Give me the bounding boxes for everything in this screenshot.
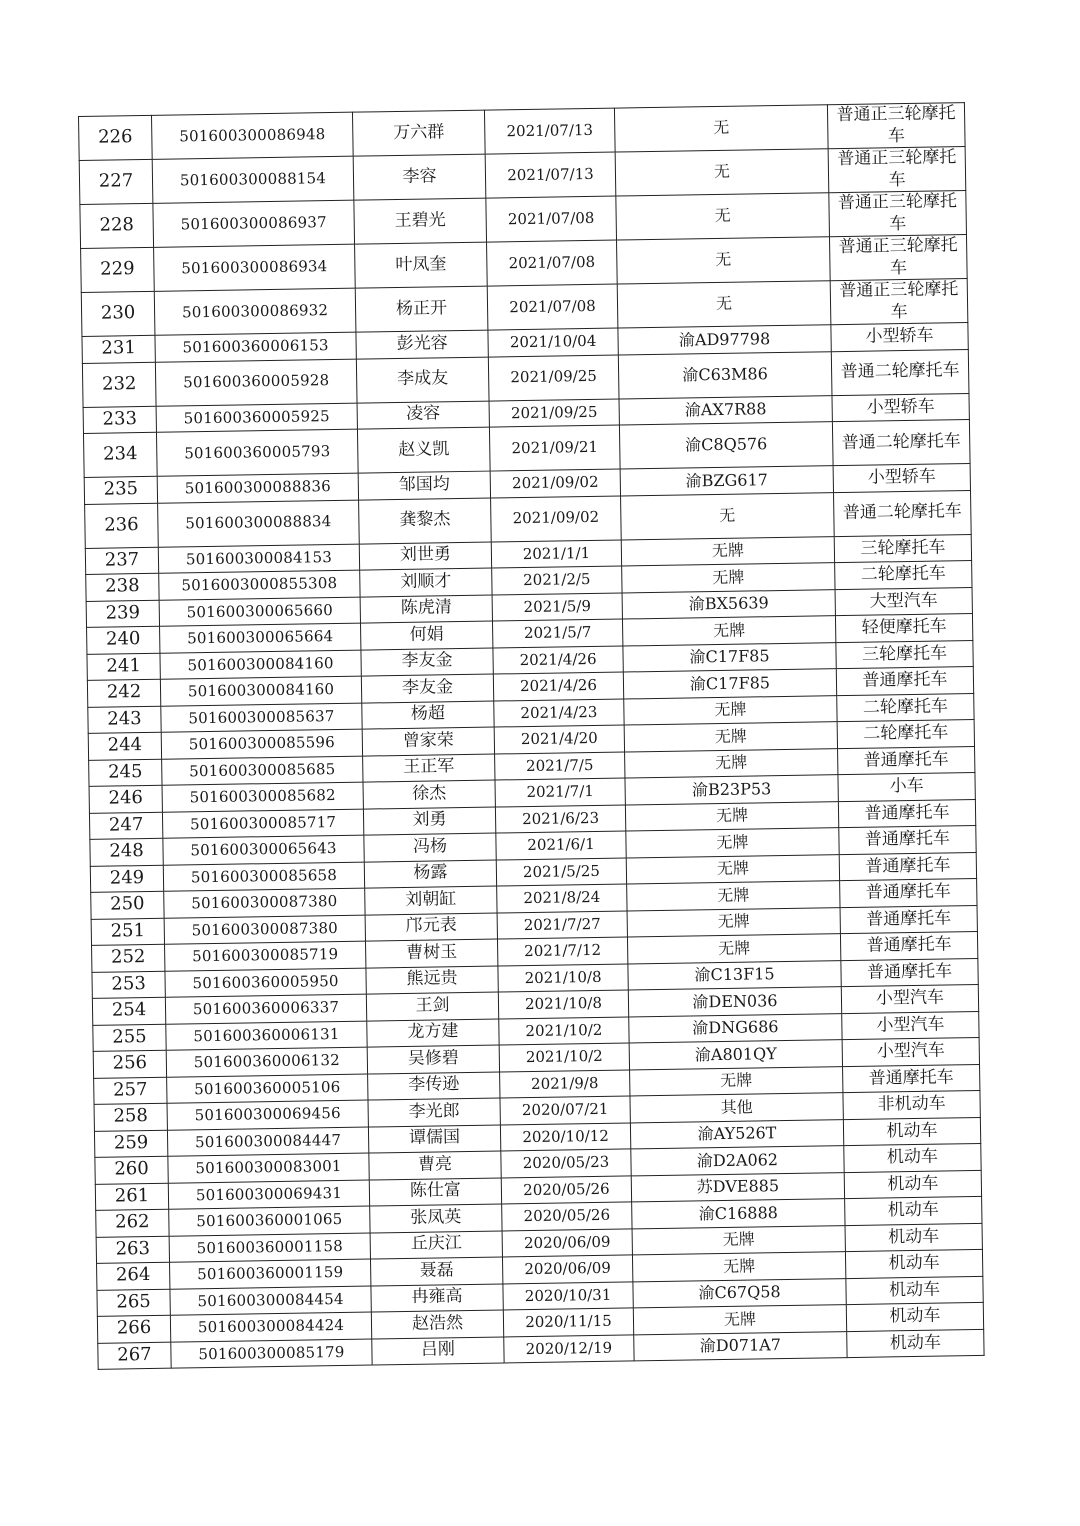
plate-number-cell: 无 <box>614 105 828 152</box>
record-id-cell: 501600360006153 <box>155 332 356 362</box>
plate-number-cell: 渝DEN036 <box>628 987 841 1017</box>
vehicle-type-cell: 普通摩托车 <box>843 1064 980 1093</box>
plate-number-cell: 无牌 <box>624 695 837 725</box>
plate-number-cell: 渝BZG617 <box>620 466 833 496</box>
date-cell: 2021/10/2 <box>499 1043 629 1072</box>
plate-number-cell: 无牌 <box>632 1225 845 1255</box>
date-cell: 2021/10/2 <box>499 1016 629 1045</box>
plate-number-cell: 渝C17F85 <box>623 669 836 699</box>
date-cell: 2020/06/09 <box>502 1255 632 1284</box>
plate-number-cell: 渝D2A062 <box>631 1146 844 1176</box>
record-id-cell: 501600300086948 <box>151 112 353 159</box>
row-number-cell: 230 <box>81 291 155 336</box>
person-name-cell: 吕刚 <box>372 1336 504 1365</box>
row-number-cell: 238 <box>86 573 159 601</box>
person-name-cell: 赵浩然 <box>371 1310 503 1339</box>
row-number-cell: 248 <box>90 838 163 866</box>
date-cell: 2021/5/25 <box>496 857 626 886</box>
row-number-cell: 242 <box>87 679 160 707</box>
date-cell: 2021/7/5 <box>495 751 625 780</box>
row-number-cell: 258 <box>94 1103 167 1131</box>
plate-number-cell: 无 <box>615 149 829 196</box>
record-id-cell: 501600300085717 <box>162 809 363 839</box>
record-id-cell: 501600360006131 <box>166 1021 367 1051</box>
plate-number-cell: 无牌 <box>621 536 834 566</box>
plate-number-cell: 渝C13F15 <box>628 960 841 990</box>
row-number-cell: 240 <box>87 626 160 654</box>
date-cell: 2021/1/1 <box>491 540 621 569</box>
date-cell: 2021/7/27 <box>497 910 627 939</box>
vehicle-type-cell: 机动车 <box>845 1223 982 1252</box>
plate-number-cell: 无 <box>621 492 835 539</box>
record-id-cell: 501600360005106 <box>167 1074 368 1104</box>
date-cell: 2020/11/15 <box>503 1308 633 1337</box>
vehicle-type-cell: 小型轿车 <box>832 393 969 422</box>
person-name-cell: 徐杰 <box>363 780 495 809</box>
vehicle-type-cell: 非机动车 <box>843 1090 980 1119</box>
date-cell: 2021/5/7 <box>492 619 622 648</box>
plate-number-cell: 渝C8Q576 <box>619 422 833 469</box>
record-id-cell: 501600300084160 <box>160 676 361 706</box>
record-id-cell: 501600300065643 <box>163 835 364 865</box>
vehicle-type-cell: 小型汽车 <box>842 1037 979 1066</box>
date-cell: 2021/10/04 <box>488 328 618 357</box>
vehicle-type-cell: 普通摩托车 <box>838 799 975 828</box>
vehicle-type-cell: 二轮摩托车 <box>837 693 974 722</box>
vehicle-type-cell: 普通摩托车 <box>839 852 976 881</box>
row-number-cell: 234 <box>83 432 157 477</box>
record-id-cell: 501600300086932 <box>154 288 356 335</box>
row-number-cell: 254 <box>92 997 165 1025</box>
date-cell: 2020/05/26 <box>502 1202 632 1231</box>
row-number-cell: 228 <box>80 203 154 248</box>
person-name-cell: 刘世勇 <box>359 542 491 571</box>
plate-number-cell: 无牌 <box>625 801 838 831</box>
date-cell: 2021/6/23 <box>495 804 625 833</box>
date-cell: 2020/05/23 <box>501 1149 631 1178</box>
record-id-cell: 501600300088836 <box>157 473 358 503</box>
vehicle-type-cell: 普通二轮摩托车 <box>831 349 969 395</box>
date-cell: 2021/09/21 <box>489 425 620 471</box>
record-id-cell: 501600300069431 <box>168 1180 369 1210</box>
person-name-cell: 熊远贵 <box>366 966 498 995</box>
person-name-cell: 刘勇 <box>363 807 495 836</box>
plate-number-cell: 无 <box>617 237 831 284</box>
date-cell: 2021/10/8 <box>498 990 628 1019</box>
date-cell: 2021/07/08 <box>486 196 617 242</box>
row-number-cell: 267 <box>98 1342 171 1370</box>
person-name-cell: 杨超 <box>362 701 494 730</box>
date-cell: 2020/10/31 <box>503 1281 633 1310</box>
person-name-cell: 李光郎 <box>368 1098 500 1127</box>
date-cell: 2020/10/12 <box>500 1122 630 1151</box>
date-cell: 2021/09/25 <box>489 399 619 428</box>
row-number-cell: 263 <box>96 1236 169 1264</box>
person-name-cell: 李传逊 <box>368 1071 500 1100</box>
person-name-cell: 杨正开 <box>355 286 488 332</box>
record-id-cell: 501600300084447 <box>167 1127 368 1157</box>
person-name-cell: 曹树玉 <box>365 939 497 968</box>
plate-number-cell: 无牌 <box>632 1252 845 1282</box>
record-id-cell: 501600300088834 <box>158 500 360 547</box>
person-name-cell: 冯杨 <box>364 833 496 862</box>
person-name-cell: 杨露 <box>364 860 496 889</box>
record-id-cell: 501600300083001 <box>168 1153 369 1183</box>
record-id-cell: 501600300086934 <box>154 244 356 291</box>
person-name-cell: 李友金 <box>361 648 493 677</box>
date-cell: 2021/7/1 <box>495 778 625 807</box>
row-number-cell: 249 <box>90 865 163 893</box>
date-cell: 2020/12/19 <box>504 1334 634 1363</box>
date-cell: 2021/4/20 <box>494 725 624 754</box>
row-number-cell: 245 <box>89 759 162 787</box>
record-id-cell: 501600300085179 <box>171 1339 372 1369</box>
date-cell: 2021/6/1 <box>496 831 626 860</box>
vehicle-type-cell: 轻便摩托车 <box>835 614 972 643</box>
date-cell: 2021/2/5 <box>492 566 622 595</box>
date-cell: 2021/4/26 <box>493 672 623 701</box>
date-cell: 2021/5/9 <box>492 593 622 622</box>
date-cell: 2021/10/8 <box>498 963 628 992</box>
record-id-cell: 501600300085682 <box>162 782 363 812</box>
record-id-cell: 501600360005925 <box>156 403 357 433</box>
row-number-cell: 237 <box>85 547 158 575</box>
person-name-cell: 叶凤奎 <box>355 242 488 288</box>
vehicle-type-cell: 三轮摩托车 <box>836 640 973 669</box>
vehicle-type-cell: 普通正三轮摩托车 <box>828 147 966 193</box>
plate-number-cell: 渝AX7R88 <box>619 395 832 425</box>
plate-number-cell: 无牌 <box>627 934 840 964</box>
record-id-cell: 501600300069456 <box>167 1100 368 1130</box>
vehicle-type-cell: 大型汽车 <box>835 587 972 616</box>
record-id-cell: 501600360001158 <box>169 1233 370 1263</box>
row-number-cell: 229 <box>81 247 155 292</box>
person-name-cell: 赵义凯 <box>357 427 490 473</box>
vehicle-type-cell: 小型轿车 <box>833 464 970 493</box>
vehicle-type-cell: 机动车 <box>845 1249 982 1278</box>
records-table-body <box>79 103 985 1370</box>
plate-number-cell: 渝AD97798 <box>618 325 831 355</box>
record-id-cell: 501600300084454 <box>170 1286 371 1316</box>
record-id-cell: 501600300085658 <box>163 862 364 892</box>
record-id-cell: 501600300088154 <box>152 156 354 203</box>
person-name-cell: 凌容 <box>357 401 489 430</box>
record-id-cell: 501600300087380 <box>164 915 365 945</box>
row-number-cell: 250 <box>91 891 164 919</box>
person-name-cell: 邹国均 <box>358 471 490 500</box>
plate-number-cell: 无 <box>616 193 830 240</box>
vehicle-type-cell: 小型汽车 <box>841 984 978 1013</box>
vehicle-type-cell: 小型汽车 <box>842 1011 979 1040</box>
person-name-cell: 陈虎清 <box>360 595 492 624</box>
vehicle-type-cell: 普通摩托车 <box>841 958 978 987</box>
date-cell: 2020/05/26 <box>501 1175 631 1204</box>
plate-number-cell: 无牌 <box>622 616 835 646</box>
date-cell: 2021/7/12 <box>497 937 627 966</box>
person-name-cell: 彭光容 <box>356 330 488 359</box>
plate-number-cell: 渝C63M86 <box>618 351 832 398</box>
row-number-cell: 232 <box>82 362 156 407</box>
record-id-cell: 501600360001159 <box>170 1259 371 1289</box>
record-id-cell: 501600300065660 <box>159 597 360 627</box>
vehicle-type-cell: 机动车 <box>846 1302 983 1331</box>
plate-number-cell: 无牌 <box>626 828 839 858</box>
row-number-cell: 256 <box>93 1050 166 1078</box>
plate-number-cell: 渝BX5639 <box>622 589 835 619</box>
person-name-cell: 曾家荣 <box>362 727 494 756</box>
plate-number-cell: 无牌 <box>633 1305 846 1335</box>
plate-number-cell: 无牌 <box>627 907 840 937</box>
date-cell: 2021/09/02 <box>491 496 622 542</box>
person-name-cell: 陈仕富 <box>369 1177 501 1206</box>
date-cell: 2020/06/09 <box>502 1228 632 1257</box>
record-id-cell: 501600300085719 <box>165 941 366 971</box>
record-id-cell: 501600360005928 <box>155 359 357 406</box>
record-id-cell: 501600300065664 <box>160 623 361 653</box>
vehicle-type-cell: 普通正三轮摩托车 <box>829 235 967 281</box>
row-number-cell: 226 <box>79 115 153 160</box>
vehicle-type-cell: 小型轿车 <box>831 323 968 352</box>
person-name-cell: 王剑 <box>366 992 498 1021</box>
person-name-cell: 王正军 <box>363 754 495 783</box>
record-id-cell: 501600300086937 <box>153 200 355 247</box>
person-name-cell: 聂磊 <box>370 1257 502 1286</box>
date-cell: 2021/9/8 <box>500 1069 630 1098</box>
vehicle-type-cell: 机动车 <box>844 1143 981 1172</box>
plate-number-cell: 无牌 <box>630 1066 843 1096</box>
row-number-cell: 260 <box>95 1156 168 1184</box>
row-number-cell: 253 <box>92 971 165 999</box>
row-number-cell: 227 <box>79 159 153 204</box>
plate-number-cell: 其他 <box>630 1093 843 1123</box>
plate-number-cell: 渝AY526T <box>630 1119 843 1149</box>
vehicle-type-cell: 机动车 <box>845 1196 982 1225</box>
person-name-cell: 邝元表 <box>365 913 497 942</box>
vehicle-type-cell: 小车 <box>838 772 975 801</box>
row-number-cell: 251 <box>91 918 164 946</box>
person-name-cell: 龚黎杰 <box>359 498 492 544</box>
row-number-cell: 246 <box>89 785 162 813</box>
date-cell: 2021/4/26 <box>493 646 623 675</box>
plate-number-cell: 渝DNG686 <box>629 1013 842 1043</box>
row-number-cell: 241 <box>87 653 160 681</box>
vehicle-type-cell: 机动车 <box>846 1276 983 1305</box>
date-cell: 2021/8/24 <box>497 884 627 913</box>
vehicle-type-cell: 普通二轮摩托车 <box>832 420 970 466</box>
record-id-cell: 501600300084160 <box>160 650 361 680</box>
row-number-cell: 255 <box>93 1024 166 1052</box>
vehicle-type-cell: 普通二轮摩托车 <box>834 490 972 536</box>
plate-number-cell: 渝B23P53 <box>625 775 838 805</box>
row-number-cell: 233 <box>83 406 156 434</box>
person-name-cell: 李友金 <box>361 674 493 703</box>
plate-number-cell: 渝C67Q58 <box>633 1278 846 1308</box>
record-id-cell: 501600300085596 <box>161 729 362 759</box>
vehicle-type-cell: 机动车 <box>843 1117 980 1146</box>
plate-number-cell: 无牌 <box>624 722 837 752</box>
date-cell: 2021/07/08 <box>487 240 618 286</box>
row-number-cell: 257 <box>94 1077 167 1105</box>
record-id-cell: 501600300084424 <box>170 1312 371 1342</box>
person-name-cell: 丘庆江 <box>370 1230 502 1259</box>
row-number-cell: 264 <box>97 1262 170 1290</box>
record-id-cell: 501600300087380 <box>164 888 365 918</box>
vehicle-type-cell: 机动车 <box>847 1329 984 1358</box>
vehicle-type-cell: 普通摩托车 <box>838 746 975 775</box>
person-name-cell: 李容 <box>353 154 486 200</box>
plate-number-cell: 无牌 <box>627 881 840 911</box>
person-name-cell: 张凤英 <box>370 1204 502 1233</box>
plate-number-cell: 无牌 <box>625 748 838 778</box>
person-name-cell: 李成友 <box>356 357 489 403</box>
vehicle-type-cell: 普通正三轮摩托车 <box>830 279 968 325</box>
row-number-cell: 262 <box>96 1209 169 1237</box>
record-id-cell: 501600360005793 <box>156 429 358 476</box>
record-id-cell: 501600360001065 <box>169 1206 370 1236</box>
person-name-cell: 谭儒国 <box>368 1124 500 1153</box>
row-number-cell: 247 <box>89 812 162 840</box>
date-cell: 2020/07/21 <box>500 1096 630 1125</box>
date-cell: 2021/07/13 <box>485 152 616 198</box>
vehicle-type-cell: 机动车 <box>844 1170 981 1199</box>
plate-number-cell: 渝C17F85 <box>623 642 836 672</box>
record-id-cell: 501600360005950 <box>165 968 366 998</box>
person-name-cell: 王碧光 <box>354 198 487 244</box>
person-name-cell: 曹亮 <box>369 1151 501 1180</box>
vehicle-type-cell: 普通摩托车 <box>840 905 977 934</box>
row-number-cell: 266 <box>97 1315 170 1343</box>
vehicle-type-cell: 普通摩托车 <box>840 931 977 960</box>
record-id-cell: 501600360006132 <box>166 1047 367 1077</box>
record-id-cell: 501600300085685 <box>162 756 363 786</box>
plate-number-cell: 无牌 <box>626 854 839 884</box>
date-cell: 2021/09/02 <box>490 469 620 498</box>
row-number-cell: 244 <box>88 732 161 760</box>
date-cell: 2021/07/13 <box>484 108 615 154</box>
row-number-cell: 231 <box>82 335 155 363</box>
person-name-cell: 何娟 <box>361 621 493 650</box>
vehicle-type-cell: 普通摩托车 <box>839 825 976 854</box>
vehicle-type-cell: 普通正三轮摩托车 <box>829 191 967 237</box>
plate-number-cell: 渝C16888 <box>632 1199 845 1229</box>
vehicle-type-cell: 普通摩托车 <box>836 667 973 696</box>
date-cell: 2021/4/23 <box>494 699 624 728</box>
person-name-cell: 刘朝缸 <box>365 886 497 915</box>
row-number-cell: 235 <box>84 476 157 504</box>
person-name-cell: 龙方建 <box>367 1019 499 1048</box>
record-id-cell: 5016003000855308 <box>159 570 360 600</box>
vehicle-type-cell: 二轮摩托车 <box>835 561 972 590</box>
plate-number-cell: 渝A801QY <box>629 1040 842 1070</box>
row-number-cell: 239 <box>86 600 159 628</box>
record-id-cell: 501600360006337 <box>165 994 366 1024</box>
records-table <box>78 102 985 1370</box>
vehicle-type-cell: 三轮摩托车 <box>834 534 971 563</box>
person-name-cell: 吴修碧 <box>367 1045 499 1074</box>
plate-number-cell: 无牌 <box>622 563 835 593</box>
vehicle-type-cell: 普通正三轮摩托车 <box>827 103 965 149</box>
record-id-cell: 501600300085637 <box>161 703 362 733</box>
vehicle-type-cell: 普通摩托车 <box>840 878 977 907</box>
row-number-cell: 252 <box>92 944 165 972</box>
person-name-cell: 冉雍高 <box>371 1283 503 1312</box>
row-number-cell: 259 <box>94 1130 167 1158</box>
row-number-cell: 261 <box>95 1183 168 1211</box>
person-name-cell: 万六群 <box>352 110 485 156</box>
row-number-cell: 243 <box>88 706 161 734</box>
record-id-cell: 501600300084153 <box>158 544 359 574</box>
date-cell: 2021/07/08 <box>487 284 618 330</box>
person-name-cell: 刘顺才 <box>360 568 492 597</box>
plate-number-cell: 无 <box>617 281 831 328</box>
row-number-cell: 265 <box>97 1289 170 1317</box>
date-cell: 2021/09/25 <box>488 355 619 401</box>
vehicle-type-cell: 二轮摩托车 <box>837 719 974 748</box>
plate-number-cell: 渝D071A7 <box>634 1331 847 1361</box>
row-number-cell: 236 <box>85 503 159 548</box>
plate-number-cell: 苏DVE885 <box>631 1172 844 1202</box>
